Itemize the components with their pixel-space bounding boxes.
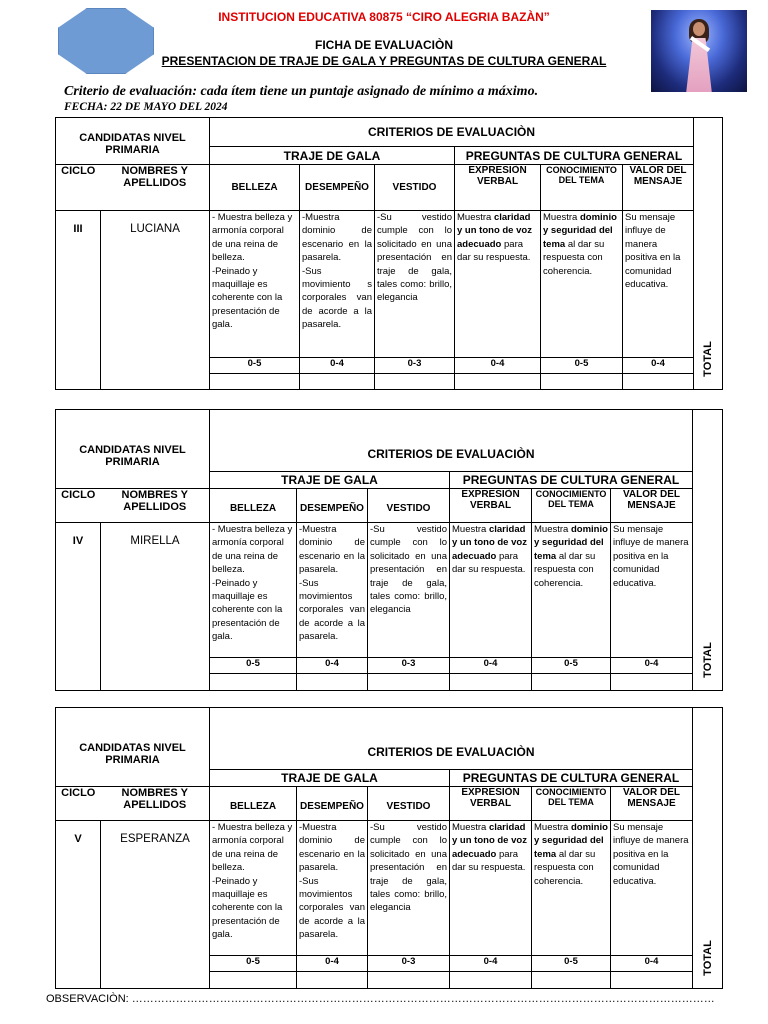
school-name: INSTITUCION EDUCATIVA 80875 “CIRO ALEGRIA BAZÀN”	[218, 10, 550, 24]
expresion-header: EXPRESIÒN VERBAL	[450, 489, 532, 523]
conocimiento-pre: Muestra	[543, 212, 580, 223]
input-belleza[interactable]	[210, 674, 297, 691]
conocimiento-header: CONOCIMIENTO DEL TEMA	[541, 165, 623, 211]
criteria-header: CRITERIOS DE EVALUACIÒN	[210, 118, 694, 147]
score-belleza: 0-5	[210, 658, 297, 674]
expresion-description	[450, 821, 532, 956]
input-conocimiento[interactable]	[532, 972, 611, 989]
expresion-pre: Muestra	[457, 212, 494, 223]
belleza-line-1: - Muestra belleza y armonía corporal de una reina de belleza.	[212, 212, 293, 264]
vestido-header: VESTIDO	[368, 787, 450, 821]
score-expresion: 0-4	[450, 658, 532, 674]
vestido-description: -Su vestido cumple con lo solicitado en una presentación en traje de gala, tales como: brillo, elegancia	[375, 211, 455, 358]
ciclo-value: IV	[56, 523, 101, 691]
input-expresion[interactable]	[455, 374, 541, 390]
score-valor: 0-4	[611, 658, 693, 674]
score-conocimiento: 0-5	[541, 358, 623, 374]
expresion-bold: claridad y un tono de voz adecuado	[452, 822, 527, 860]
score-conocimiento: 0-5	[532, 956, 611, 972]
desempeno-line-2: -Sus movimiento s corporales van de acorde a la pasarela.	[302, 265, 372, 331]
evaluation-table-1	[55, 117, 723, 390]
traje-group: TRAJE DE GALA	[210, 147, 455, 165]
desempeno-line-2: -Sus movimientos corporales van de acorde a la pasarela.	[299, 875, 365, 941]
conocimiento-bold: dominio y seguridad del tema	[534, 524, 608, 562]
desempeno-line-1: -Muestra dominio de escenario en la pasarela.	[299, 822, 365, 874]
expresion-pre: Muestra	[452, 524, 489, 535]
expresion-description	[450, 523, 532, 658]
input-belleza[interactable]	[210, 374, 300, 390]
total-column	[693, 708, 723, 989]
belleza-line-1: - Muestra belleza y armonía corporal de una reina de belleza.	[212, 524, 293, 576]
expresion-post: para dar su respuesta.	[457, 238, 531, 264]
valor-description: Su mensaje influye de manera positiva en la comunidad educativa.	[611, 523, 693, 658]
score-expresion: 0-4	[450, 956, 532, 972]
desempeno-description	[297, 821, 368, 956]
score-valor: 0-4	[611, 956, 693, 972]
expresion-header: EXPRESIÒN VERBAL	[455, 165, 541, 211]
form-title: FICHA DE EVALUACIÒN	[315, 38, 453, 52]
observation-line: OBSERVACIÒN: ……………………………………………………………………………………………………………………………………………	[46, 993, 715, 1005]
score-valor: 0-4	[623, 358, 694, 374]
conocimiento-bold: dominio y seguridad del tema	[534, 822, 608, 860]
input-valor[interactable]	[623, 374, 694, 390]
total-label: TOTAL	[702, 341, 714, 377]
input-conocimiento[interactable]	[541, 374, 623, 390]
total-column	[693, 410, 723, 691]
preguntas-group: PREGUNTAS DE CULTURA GENERAL	[450, 472, 693, 489]
expresion-post: para dar su respuesta.	[452, 848, 526, 874]
evaluation-criterion: Criterio de evaluación: cada ítem tiene un puntaje asignado de mínimo a máximo.	[64, 84, 539, 99]
belleza-line-1: - Muestra belleza y armonía corporal de una reina de belleza.	[212, 822, 293, 874]
candidate-name: ESPERANZA	[101, 821, 210, 989]
belleza-header: BELLEZA	[210, 489, 297, 523]
score-desempeno: 0-4	[297, 658, 368, 674]
conocimiento-post: al dar su respuesta con coherencia.	[543, 238, 605, 277]
desempeno-header: DESEMPEÑO	[300, 165, 375, 211]
score-belleza: 0-5	[210, 956, 297, 972]
vestido-description: -Su vestido cumple con lo solicitado en una presentación en traje de gala, tales como: brillo, elegancia	[368, 821, 450, 956]
desempeno-header: DESEMPEÑO	[297, 787, 368, 821]
vestido-description: -Su vestido cumple con lo solicitado en una presentación en traje de gala, tales como: brillo, elegancia	[368, 523, 450, 658]
input-desempeno[interactable]	[297, 972, 368, 989]
belleza-description	[210, 211, 300, 358]
vestido-header: VESTIDO	[368, 489, 450, 523]
valor-header: VALOR DEL MENSAJE	[611, 787, 693, 821]
input-expresion[interactable]	[450, 674, 532, 691]
belleza-line-2: -Peinado y maquillaje es coherente con la presentación de gala.	[212, 265, 283, 331]
conocimiento-description	[532, 821, 611, 956]
expresion-post: para dar su respuesta.	[452, 550, 526, 576]
score-vestido: 0-3	[368, 956, 450, 972]
input-belleza[interactable]	[210, 972, 297, 989]
conocimiento-pre: Muestra	[534, 822, 571, 833]
traje-group: TRAJE DE GALA	[210, 472, 450, 489]
expresion-header: EXPRESIÒN VERBAL	[450, 787, 532, 821]
score-belleza: 0-5	[210, 358, 300, 374]
belleza-line-2: -Peinado y maquillaje es coherente con la presentación de gala.	[212, 577, 283, 643]
score-desempeno: 0-4	[300, 358, 375, 374]
preguntas-group: PREGUNTAS DE CULTURA GENERAL	[450, 770, 693, 787]
valor-header: VALOR DEL MENSAJE	[623, 165, 694, 211]
input-valor[interactable]	[611, 972, 693, 989]
score-conocimiento: 0-5	[532, 658, 611, 674]
score-desempeno: 0-4	[297, 956, 368, 972]
belleza-header: BELLEZA	[210, 165, 300, 211]
candidate-name: LUCIANA	[101, 211, 210, 390]
input-valor[interactable]	[611, 674, 693, 691]
candidates-header: CANDIDATAS NIVEL PRIMARIA	[56, 708, 210, 787]
conocimiento-description	[532, 523, 611, 658]
expresion-description	[455, 211, 541, 358]
score-vestido: 0-3	[368, 658, 450, 674]
conocimiento-header: CONOCIMIENTO DEL TEMA	[532, 489, 611, 523]
conocimiento-bold: dominio y seguridad del tema	[543, 212, 617, 250]
nombres-header: NOMBRES Y APELLIDOS	[101, 787, 210, 821]
candidates-header: CANDIDATAS NIVEL PRIMARIA	[56, 118, 210, 165]
form-subtitle: PRESENTACION DE TRAJE DE GALA Y PREGUNTAS DE CULTURA GENERAL	[161, 54, 607, 68]
input-desempeno[interactable]	[300, 374, 375, 390]
preguntas-group: PREGUNTAS DE CULTURA GENERAL	[455, 147, 694, 165]
input-expresion[interactable]	[450, 972, 532, 989]
input-conocimiento[interactable]	[532, 674, 611, 691]
expresion-pre: Muestra	[452, 822, 489, 833]
score-vestido: 0-3	[375, 358, 455, 374]
criteria-header: CRITERIOS DE EVALUACIÒN	[210, 708, 693, 770]
conocimiento-post: al dar su respuesta con coherencia.	[534, 550, 596, 589]
ciclo-header: CICLO	[56, 787, 101, 821]
nombres-header: NOMBRES Y APELLIDOS	[101, 489, 210, 523]
input-vestido[interactable]	[368, 674, 450, 691]
desempeno-line-1: -Muestra dominio de escenario en la pasarela.	[299, 524, 365, 576]
evaluation-table-3	[55, 707, 723, 989]
input-desempeno[interactable]	[297, 674, 368, 691]
conocimiento-header: CONOCIMIENTO DEL TEMA	[532, 787, 611, 821]
desempeno-line-2: -Sus movimientos corporales van de acorde a la pasarela.	[299, 577, 365, 643]
belleza-header: BELLEZA	[210, 787, 297, 821]
desempeno-header: DESEMPEÑO	[297, 489, 368, 523]
desempeno-line-1: -Muestra dominio de escenario en la pasarela.	[302, 212, 372, 264]
total-label: TOTAL	[701, 940, 714, 976]
valor-header: VALOR DEL MENSAJE	[611, 489, 693, 523]
ciclo-header: CICLO	[56, 489, 101, 523]
ciclo-value: V	[56, 821, 101, 989]
score-expresion: 0-4	[455, 358, 541, 374]
conocimiento-post: al dar su respuesta con coherencia.	[534, 848, 596, 887]
photo-head	[693, 22, 705, 36]
expresion-bold: claridad y un tono de voz adecuado	[452, 524, 527, 562]
desempeno-description	[297, 523, 368, 658]
traje-group: TRAJE DE GALA	[210, 770, 450, 787]
conocimiento-description	[541, 211, 623, 358]
evaluation-table-2	[55, 409, 723, 691]
belleza-description	[210, 821, 297, 956]
total-label: TOTAL	[701, 642, 714, 678]
belleza-line-2: -Peinado y maquillaje es coherente con la presentación de gala.	[212, 875, 283, 941]
desempeno-description	[300, 211, 375, 358]
belleza-description	[210, 523, 297, 658]
ciclo-value: III	[56, 211, 101, 390]
input-vestido[interactable]	[368, 972, 450, 989]
candidates-header: CANDIDATAS NIVEL PRIMARIA	[56, 410, 210, 489]
vestido-header: VESTIDO	[375, 165, 455, 211]
input-vestido[interactable]	[375, 374, 455, 390]
conocimiento-pre: Muestra	[534, 524, 571, 535]
valor-description: Su mensaje influye de manera positiva en la comunidad educativa.	[623, 211, 694, 358]
criteria-header: CRITERIOS DE EVALUACIÒN	[210, 410, 693, 472]
ciclo-header: CICLO	[56, 165, 101, 211]
candidate-name: MIRELLA	[101, 523, 210, 691]
nombres-header: NOMBRES Y APELLIDOS	[101, 165, 210, 211]
date: FECHA: 22 DE MAYO DEL 2024	[64, 101, 228, 113]
expresion-bold: claridad y un tono de voz adecuado	[457, 212, 532, 250]
total-column	[694, 118, 723, 390]
valor-description: Su mensaje influye de manera positiva en la comunidad educativa.	[611, 821, 693, 956]
